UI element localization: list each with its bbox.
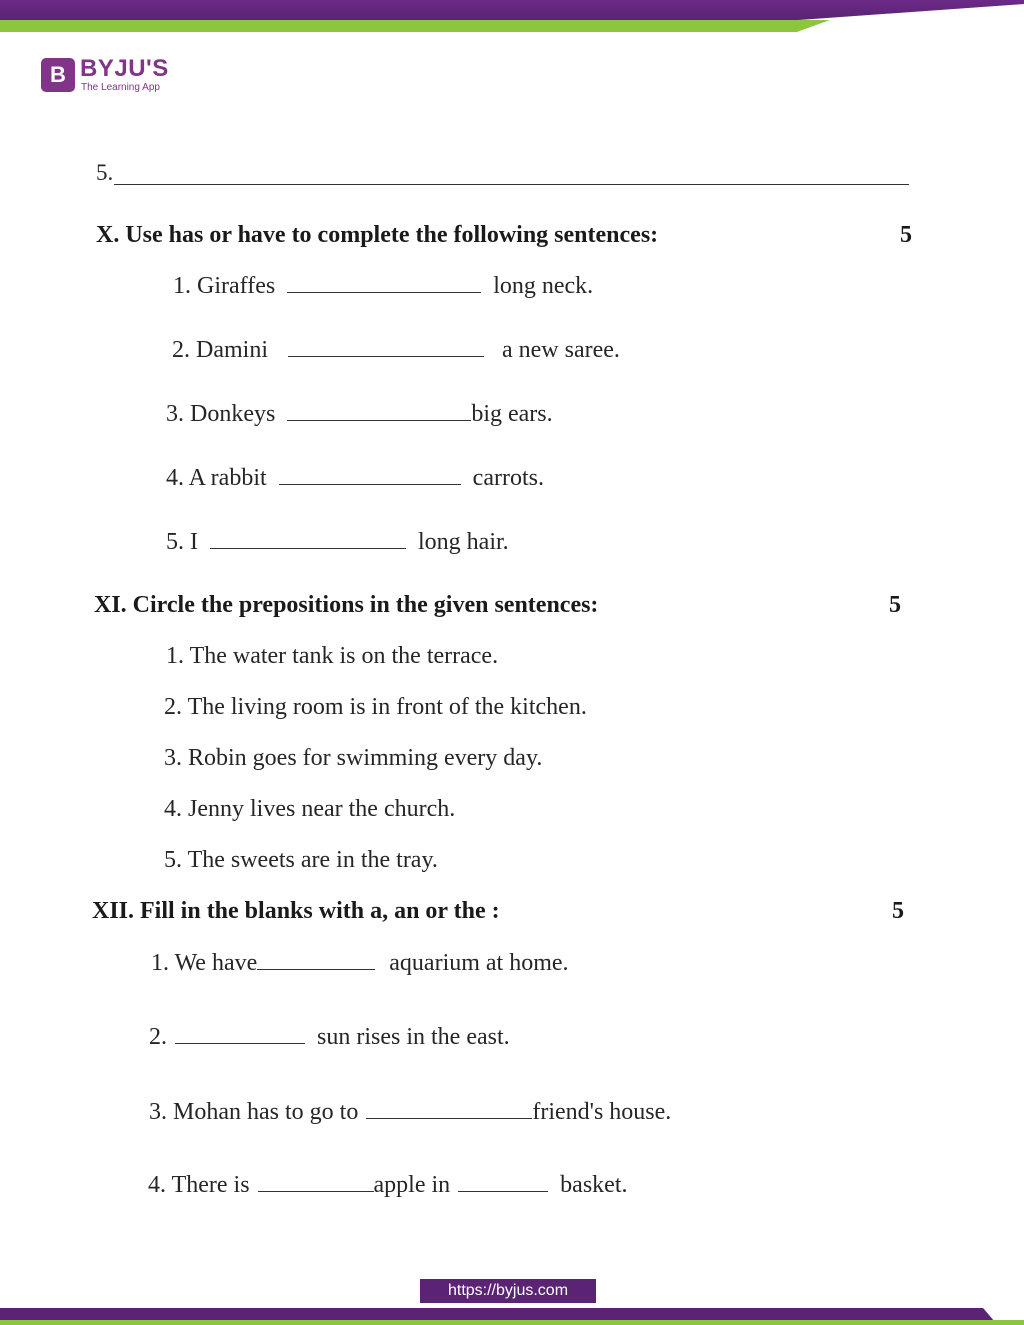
- item-text: long hair.: [418, 529, 509, 555]
- logo-tagline: The Learning App: [81, 82, 160, 93]
- item-text: 4. A rabbit: [166, 465, 267, 491]
- blank-line: [287, 272, 481, 293]
- section-xii-item-4: [148, 1171, 627, 1199]
- blank-line: [210, 528, 406, 549]
- item-text: sun rises in the east.: [317, 1024, 510, 1050]
- section-x-item-1: [173, 272, 593, 300]
- item-text: 1. We have: [151, 950, 258, 976]
- item-text: a new saree.: [502, 337, 620, 363]
- blank-line: [258, 1171, 374, 1192]
- blank-line: [257, 949, 375, 970]
- header-bar-green: [0, 20, 830, 32]
- logo-name: BYJU'S: [80, 55, 169, 82]
- footer-bar-green: [0, 1320, 1024, 1325]
- item-text: 2.: [149, 1024, 167, 1050]
- answer-line-5: [96, 156, 912, 188]
- section-xii-item-2: [149, 1023, 510, 1051]
- section-xi-item-5: 5. The sweets are in the tray.: [164, 847, 438, 873]
- blank-line: [288, 336, 484, 357]
- answer-line-number: 5.: [96, 160, 114, 185]
- item-text: long neck.: [493, 273, 594, 299]
- byjus-logo: [41, 55, 181, 94]
- item-text: friend's house.: [532, 1099, 672, 1125]
- blank-line: [366, 1098, 532, 1119]
- item-text: 2. Damini: [172, 337, 268, 363]
- item-text: carrots.: [472, 465, 544, 491]
- footer-bar-purple: [0, 1308, 1024, 1320]
- item-text: aquarium at home.: [389, 950, 569, 976]
- section-xii-title: XII. Fill in the blanks with a, an or the :: [92, 898, 500, 924]
- section-x-item-4: [166, 464, 544, 492]
- answer-line-rule: [114, 184, 909, 185]
- item-text: apple in: [373, 1172, 451, 1198]
- section-xi-title: XI. Circle the prepositions in the given sentences:: [94, 592, 599, 618]
- section-xi-item-3: 3. Robin goes for swimming every day.: [164, 745, 543, 771]
- section-xii-item-1: [151, 949, 569, 977]
- section-x-item-2: [172, 336, 620, 364]
- section-xi-item-2: 2. The living room is in front of the kitchen.: [164, 694, 587, 720]
- section-xii-item-3: [149, 1098, 671, 1126]
- item-text: basket.: [560, 1172, 628, 1198]
- header-bar-purple: [0, 0, 1024, 20]
- item-text: 5. I: [166, 529, 198, 555]
- item-text: 3. Mohan has to go to: [149, 1099, 359, 1125]
- section-x-item-5: [166, 528, 509, 556]
- footer-url-link[interactable]: https://byjus.com: [420, 1279, 596, 1303]
- item-text: 4. There is: [148, 1172, 250, 1198]
- section-x-item-3: [166, 400, 553, 428]
- section-xii-marks: 5: [892, 898, 904, 924]
- section-xi-marks: 5: [889, 592, 901, 618]
- section-xi-item-4: 4. Jenny lives near the church.: [164, 796, 456, 822]
- blank-line: [458, 1171, 548, 1192]
- item-text: 1. Giraffes: [173, 273, 276, 299]
- blank-line: [279, 464, 461, 485]
- item-text: big ears.: [471, 401, 553, 427]
- section-xi-item-1: 1. The water tank is on the terrace.: [166, 643, 499, 669]
- blank-line: [175, 1023, 305, 1044]
- logo-mark-icon: B: [41, 58, 75, 92]
- blank-line: [287, 400, 471, 421]
- item-text: 3. Donkeys: [166, 401, 276, 427]
- section-x-title: X. Use has or have to complete the following sentences:: [96, 222, 659, 248]
- section-x-marks: 5: [900, 222, 912, 248]
